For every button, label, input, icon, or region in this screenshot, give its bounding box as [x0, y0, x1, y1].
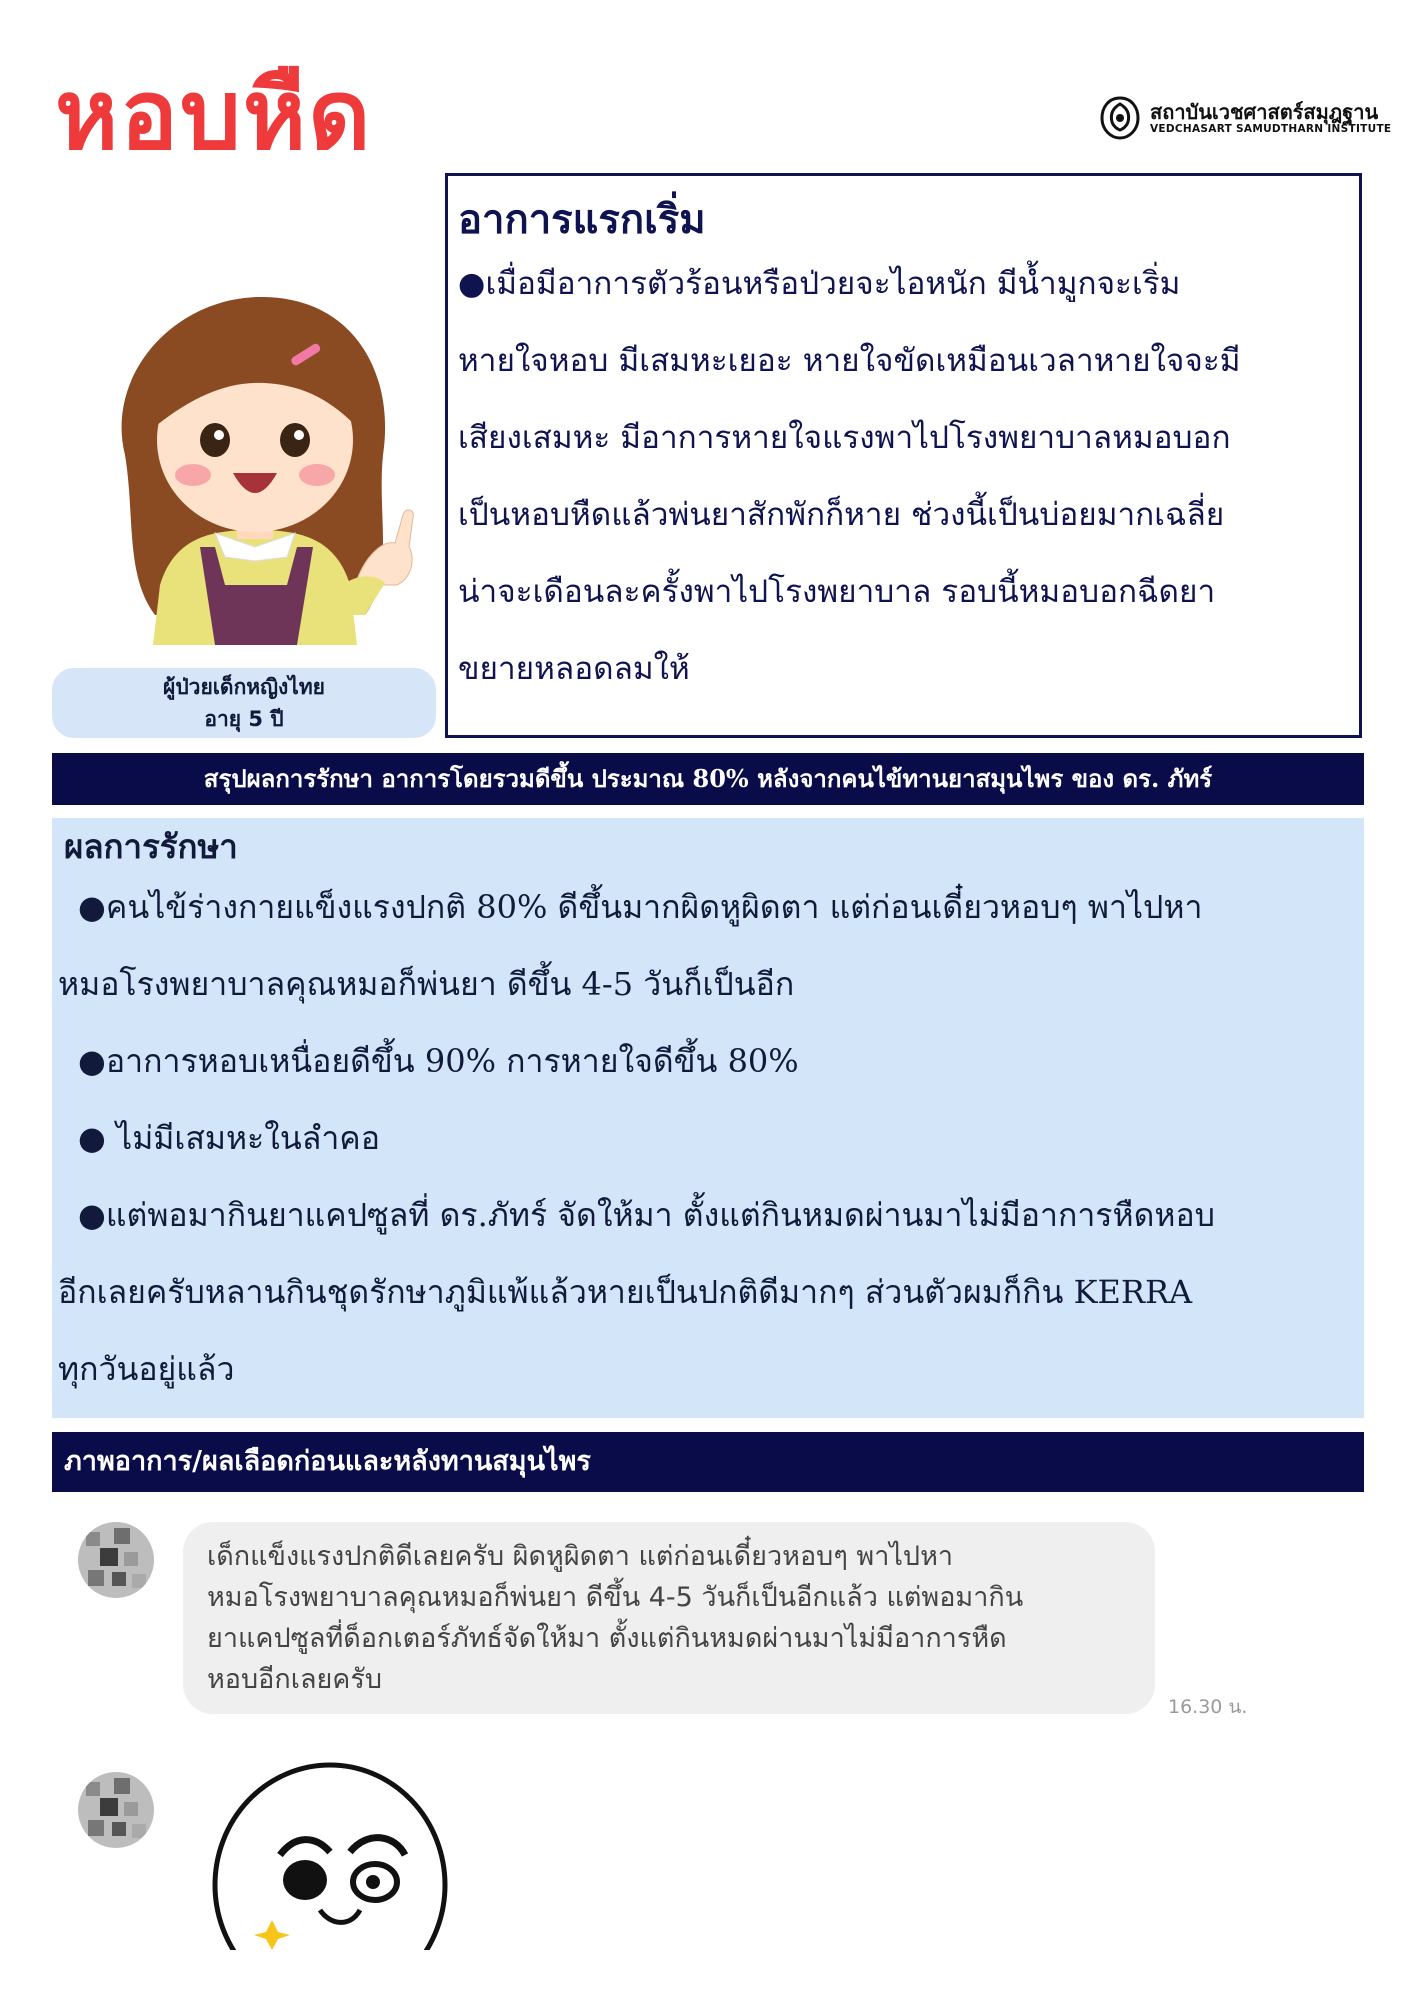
symptoms-line: หายใจหอบ มีเสมหะเยอะ หายใจขัดเหมือนเวลาหายใจจะมี: [458, 343, 1241, 379]
logo-name-english: VEDCHASART SAMUDTHARN INSTITUTE: [1150, 123, 1392, 135]
results-line: ● ไม่มีเสมหะในลำคอ: [78, 1118, 380, 1157]
chat-message-line: ยาแคปซูลที่ด็อกเตอร์ภัทธ์จัดให้มา ตั้งแต่กินหมดผ่านมาไม่มีอาการหืด: [207, 1623, 1007, 1654]
chat-timestamp: 16.30 น.: [1168, 1696, 1248, 1718]
initial-symptoms-box: [445, 173, 1362, 738]
symptoms-line: เป็นหอบหืดแล้วพ่นยาสักพักก็หาย ช่วงนี้เป็นบ่อยมากเฉลี่ย: [458, 497, 1225, 533]
chat-message-bubble: [183, 1522, 1155, 1714]
patient-age: อายุ 5 ปี: [204, 707, 284, 731]
symptoms-line: น่าจะเดือนละครั้งพาไปโรงพยาบาล รอบนี้หมอบอกฉีดยา: [458, 574, 1216, 610]
institute-logo: [1098, 92, 1392, 144]
treatment-summary-bar: สรุปผลการรักษา อาการโดยรวมดีขึ้น ประมาณ 80% หลังจากคนไข้ทานยาสมุนไพร ของ ดร. ภัทร์: [52, 753, 1364, 805]
chat-message-line: หอบอีกเลยครับ: [207, 1664, 383, 1695]
girl-illustration: [65, 285, 445, 645]
results-heading: ผลการรักษา: [64, 827, 238, 866]
results-line: ●คนไข้ร่างกายแข็งแรงปกติ 80% ดีขึ้นมากผิดหูผิดตา แต่ก่อนเดี๋ยวหอบๆ พาไปหา: [78, 887, 1203, 926]
avatar-icon: [78, 1522, 154, 1598]
symptoms-line: ขยายหลอดลมให้: [458, 651, 690, 687]
page-title: หอบหืด: [55, 59, 373, 171]
results-line: ●แต่พอมากินยาแคปซูลที่ ดร.ภัทร์ จัดให้มา ตั้งแต่กินหมดผ่านมาไม่มีอาการหืดหอบ: [78, 1195, 1215, 1234]
blurred-avatar: [78, 1522, 154, 1598]
avatar-icon: [78, 1772, 154, 1848]
chat-message-line: หมอโรงพยาบาลคุณหมอก็พ่นยา ดีขึ้น 4-5 วันก็เป็นอีกแล้ว แต่พอมากิน: [207, 1582, 1024, 1613]
blurred-avatar: [78, 1772, 154, 1848]
smirk-face-sticker: [210, 1760, 470, 1950]
logo-name-thai: สถาบันเวชศาสตร์สมุฎฐาน: [1150, 100, 1379, 124]
results-line: ●อาการหอบเหนื่อยดีขึ้น 90% การหายใจดีขึ้น 80%: [78, 1041, 799, 1080]
symptoms-line: ●เมื่อมีอาการตัวร้อนหรือป่วยจะไอหนัก มีน้ำมูกจะเริ่ม: [458, 266, 1181, 302]
symptoms-line: เสียงเสมหะ มีอาการหายใจแรงพาไปโรงพยาบาลหมอบอก: [458, 420, 1231, 456]
patient-label: [52, 668, 436, 738]
symptoms-text: [458, 246, 1349, 708]
treatment-results-box: [52, 818, 1364, 1418]
results-line: ทุกวันอยู่แล้ว: [58, 1349, 235, 1388]
results-line: อีกเลยครับหลานกินชุดรักษาภูมิแพ้แล้วหายเป็นปกติดีมากๆ ส่วนตัวผมก็กิน KERRA: [58, 1272, 1193, 1311]
patient-description: ผู้ป่วยเด็กหญิงไทย: [163, 675, 325, 699]
results-line: หมอโรงพยาบาลคุณหมอก็พ่นยา ดีขึ้น 4-5 วันก็เป็นอีก: [58, 964, 795, 1003]
logo-emblem-icon: [1098, 94, 1142, 142]
before-after-section-bar: ภาพอาการ/ผลเลือดก่อนและหลังทานสมุนไพร: [52, 1432, 1364, 1492]
symptoms-heading: อาการแรกเริ่ม: [458, 196, 706, 243]
chat-message-line: เด็กแข็งแรงปกติดีเลยครับ ผิดหูผิดตา แต่ก่อนเดี๋ยวหอบๆ พาไปหา: [207, 1541, 954, 1572]
